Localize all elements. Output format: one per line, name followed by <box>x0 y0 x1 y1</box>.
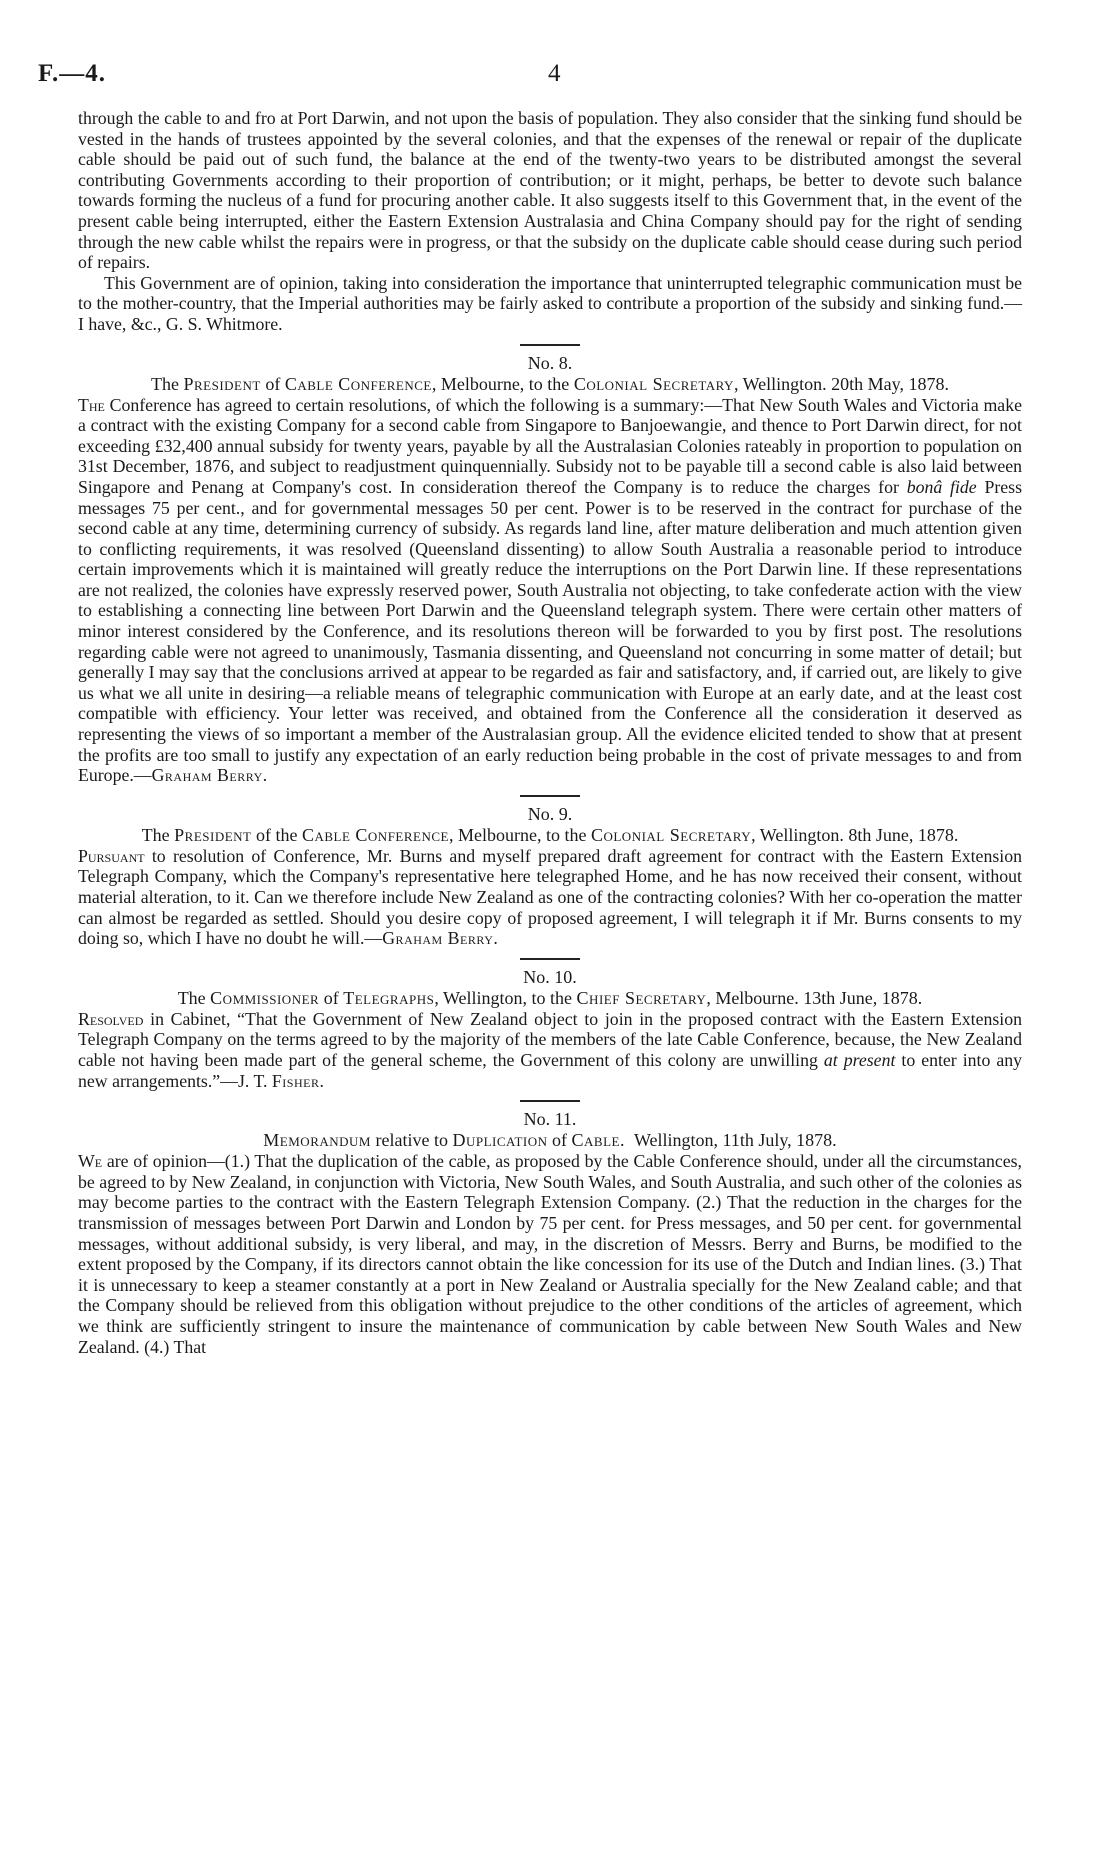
italic-text: at present <box>823 1049 896 1070</box>
body-text: in Cabinet, “That the Government of New Zealand object to join in the proposed contract with the Eastern Extension Telegraph Company on the terms agreed to by the majority of the members of the late Cable Conference, because, the New Zealand cable not having been made part of the general scheme, the Government of this colony are unwilling <box>78 1008 1022 1070</box>
lead-word: Resolved <box>78 1008 144 1029</box>
body-text: to enter into any new arrangements.”—J. T. <box>78 1049 1023 1091</box>
signature: Graham Berry. <box>382 928 499 949</box>
section-body-8 <box>78 395 1022 786</box>
section-heading-9 <box>78 825 1022 846</box>
heading-word: , Melbourne, to the <box>448 824 587 845</box>
heading-cable: Cable. <box>571 1130 625 1151</box>
heading-word: The <box>150 373 179 394</box>
section-number-8: No. 8. <box>527 352 573 373</box>
heading-president: President <box>174 824 252 845</box>
heading-president: President <box>183 373 261 394</box>
heading-word: of <box>552 1130 568 1151</box>
heading-word: The <box>141 824 170 845</box>
series-label: F.—4. <box>38 60 106 87</box>
heading-date: , Melbourne. 13th June, 1878. <box>706 987 923 1008</box>
section-number-10: No. 10. <box>523 966 577 987</box>
page-header <box>38 60 1038 94</box>
section-heading-10 <box>78 988 1022 1009</box>
section-heading-8 <box>78 374 1022 395</box>
lead-word: The <box>78 394 105 415</box>
signature: Fisher. <box>271 1070 325 1091</box>
italic-text: bonâ fide <box>906 476 977 497</box>
section-divider <box>520 1100 580 1102</box>
section-number-11: No. 11. <box>523 1109 577 1130</box>
heading-secretary: Chief Secretary <box>576 987 707 1008</box>
heading-date: Wellington, 11th July, 1878. <box>633 1130 837 1151</box>
page-body <box>78 108 1022 1357</box>
section-divider <box>520 958 580 960</box>
heading-secretary: Colonial Secretary <box>590 824 752 845</box>
heading-conference: Cable Conference <box>284 373 432 394</box>
lead-word: Pursuant <box>78 845 145 866</box>
heading-memorandum: Memorandum <box>263 1130 371 1151</box>
section-number-9: No. 9. <box>527 803 573 824</box>
body-text: Conference has agreed to certain resolutions, of which the following is a summary:—That New South Wales and Victoria make a contract with the existing Company for a second cable from Singapore to Banjoewangie, and thence to Port Darwin direct, for not exceeding £32,400 annual subsidy for twenty years, payable by all the Australasian Colonies rateably in proportion to population on 31st December, 1876, and subject to readjustment quinquennially. Subsidy not to be payable till a second cable is also laid between Singapore and Penang at Company's cost. In consideration thereof the Company is to reduce the charges for <box>78 394 1022 497</box>
section-body-9 <box>78 846 1022 949</box>
signature: Graham Berry. <box>151 765 268 786</box>
heading-conference: Cable Conference <box>301 824 449 845</box>
heading-word: of the <box>255 824 298 845</box>
body-text: to resolution of Conference, Mr. Burns and myself prepared draft agreement for contract with the Eastern Extension Telegraph Company, which the Company's representative here telegraphed Home, and he has now received their consent, without material alteration, to it. Can we therefore include New Zealand as one of the contracting colonies? With her co-operation the matter can almost be regarded as settled. Should you desire copy of proposed agreement, I will telegraph it if Mr. Burns consents to my doing so, which I have no doubt he will.— <box>78 845 1022 949</box>
heading-telegraphs: Telegraphs <box>343 987 435 1008</box>
heading-word: , Melbourne, to the <box>431 373 570 394</box>
section-body-10 <box>78 1009 1022 1091</box>
heading-duplication: Duplication <box>452 1130 548 1151</box>
heading-word: The <box>177 987 206 1008</box>
section-heading-11 <box>78 1130 1022 1151</box>
intro-paragraph-2: This Government are of opinion, taking into consideration the importance that uninterrupted telegraphic communication must be to the mother-country, that the Imperial authorities may be fairly asked to contribute a proportion of the subsidy and sinking fund.—I have, &c., G. S. Whitmore. <box>78 272 1022 334</box>
heading-secretary: Colonial Secretary <box>573 373 734 394</box>
heading-word: of <box>323 987 339 1008</box>
heading-commissioner: Commissioner <box>210 987 320 1008</box>
body-text: are of opinion—(1.) That the duplication of the cable, as proposed by the Cable Conference should, under all the circumstances, be agreed to by New Zealand, in conjunction with Victoria, New South Wales, and South Australia, and such other of the colonies as may become parties to the contract with the Eastern Telegraph Extension Company. (2.) That the reduction in the charges for the transmission of messages between Port Darwin and London by 75 per cent. for Press messages, and 50 per cent. for governmental messages, without additional subsidy, is very liberal, and may, in the discretion of Messrs. Berry and Burns, be modified to the extent proposed by the Company, if its directors cannot obtain the like concession for its use of the Dutch and Indian lines. (3.) That it is unnecessary to keep a steamer constantly at a port in New Zealand or Australia specially for the New Zealand cable; and that the Company should be relieved from this obligation without prejudice to the other conditions of the articles of agreement, which we think are sufficiently stringent to insure the maintenance of communication by cable between New South Wales and New Zealand. (4.) That <box>78 1151 1022 1357</box>
heading-date: , Wellington. 20th May, 1878. <box>733 373 949 394</box>
heading-date: , Wellington. 8th June, 1878. <box>751 824 959 845</box>
page-number: 4 <box>548 60 561 87</box>
lead-word: We <box>78 1151 103 1172</box>
intro-paragraph-1: through the cable to and fro at Port Darwin, and not upon the basis of population. They also consider that the sinking fund should be vested in the hands of trustees appointed by the several colonies, and that the expenses of the renewal or repair of the duplicate cable should be paid out of such fund, the balance at the end of the twenty-two years to be distributed amongst the several contributing Governments according to their proportion of contribution; or it might, perhaps, be better to devote such balance towards forming the nucleus of a fund for procuring another cable. It also suggests itself to this Government that, in the event of the present cable being interrupted, either the Eastern Extension Australasia and China Company should pay for the right of sending through the new cable whilst the repairs were in progress, or that the subsidy on the duplicate cable should cease during such period of repairs. <box>78 108 1022 273</box>
section-divider <box>520 795 580 797</box>
section-divider <box>520 344 580 346</box>
heading-word: relative to <box>375 1130 448 1151</box>
body-text: Press messages 75 per cent., and for governmental messages 50 per cent. Power is to be reserved in the contract for purchase of the second cable at any time, determining currency of subsidy. As regards land line, after mature deliberation and much attention given to conflicting requirements, it was resolved (Queensland dissenting) to allow South Australia a reasonable period to introduce certain improvements which it is maintained will greatly reduce the interruptions on the Port Darwin line. If these representations are not realized, the colonies have expressly reserved power, South Australia not objecting, to take confederate action with the view to establishing a connecting line between Port Darwin and the Queensland telegraph system. There were certain other matters of minor interest considered by the Conference, and its resolutions thereon will be forwarded to you by first post. The resolutions regarding cable were not agreed to unanimously, Tasmania dissenting, and Queensland not concurring in some matter of detail; but generally I may say that the conclusions arrived at appear to be regarded as fair and satisfactory, and, if carried out, are likely to give us what we all unite in desiring—a reliable means of telegraphic communication with Europe at an early date, and at the least cost compatible with efficiency. Your letter was received, and obtained from the Conference all the consideration it deserved as representing the views of so important a member of the Australasian group. All the evidence elicited tended to show that at present the profits are too small to justify any expectation of an early reduction being probable in the cost of private messages to and from Europe.— <box>78 476 1023 786</box>
heading-word: of <box>265 373 281 394</box>
section-body-11 <box>78 1151 1022 1357</box>
heading-word: , Wellington, to the <box>434 987 573 1008</box>
